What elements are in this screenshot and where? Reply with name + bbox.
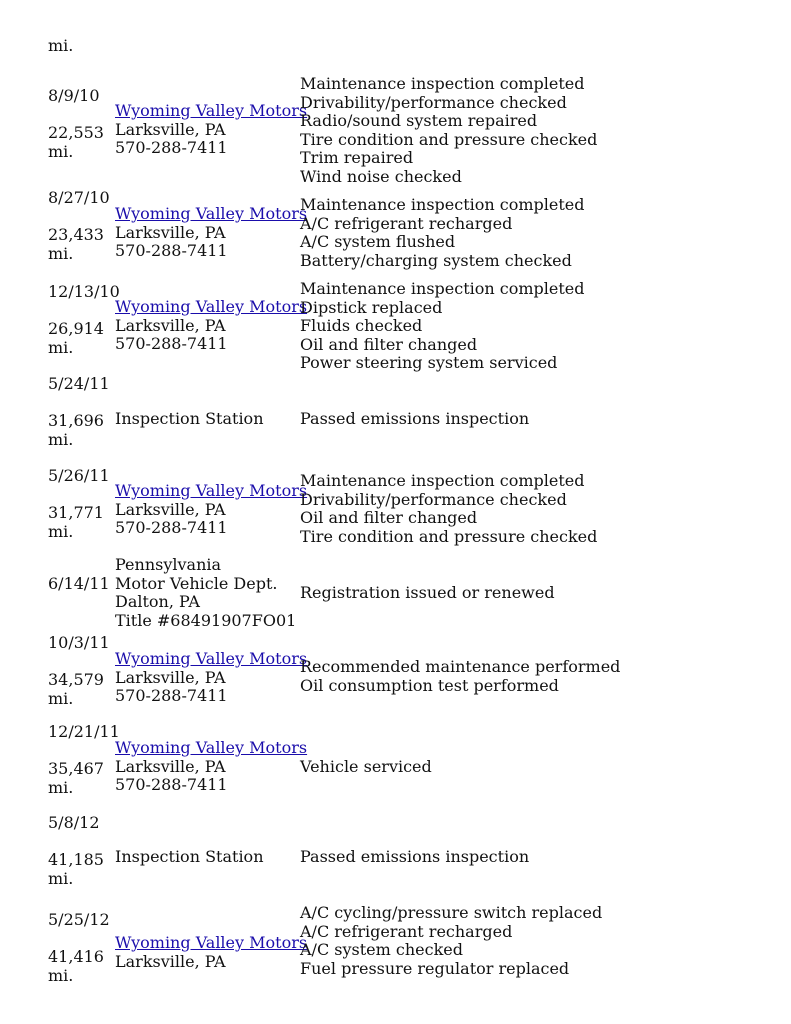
- details-cell: [300, 280, 760, 373]
- source-cell: [115, 204, 308, 261]
- source-cell: [115, 738, 308, 795]
- source-cell: [115, 481, 308, 538]
- source-location: Larksville, PA: [115, 315, 226, 335]
- date-mileage-cell: [48, 467, 110, 541]
- record-date: 5/24/11: [48, 374, 110, 393]
- service-center-link[interactable]: Wyoming Valley Motors: [115, 933, 308, 952]
- detail-item: Fluids checked: [300, 316, 423, 335]
- detail-item: Wind noise checked: [300, 166, 462, 186]
- detail-item: Maintenance inspection completed: [300, 195, 585, 214]
- source-location: Larksville, PA: [115, 756, 226, 776]
- source-phone: 570-288-7411: [115, 686, 228, 705]
- detail-item: Tire condition and pressure checked: [300, 129, 598, 149]
- source-location: Larksville, PA: [115, 951, 226, 971]
- record-date: 5/26/11: [48, 466, 110, 485]
- source-location: Larksville, PA: [115, 499, 226, 519]
- detail-item: Vehicle serviced: [300, 757, 432, 776]
- record-date: 10/3/11: [48, 633, 110, 652]
- service-center-link[interactable]: Wyoming Valley Motors: [115, 101, 308, 120]
- record-mileage: 31,771: [48, 503, 104, 522]
- source-phone: 570-288-7411: [115, 334, 228, 353]
- source-phone: 570-288-7411: [115, 518, 228, 537]
- details-cell: [300, 75, 760, 186]
- title-number: Title #68491907FO01: [115, 610, 297, 630]
- record-mileage-unit: mi.: [48, 141, 74, 161]
- detail-item: Maintenance inspection completed: [300, 279, 585, 298]
- date-mileage-cell: [48, 722, 120, 797]
- vehicle-history-page: [48, 0, 768, 1024]
- source-location: Larksville, PA: [115, 222, 226, 242]
- date-mileage-cell: [48, 282, 120, 357]
- details-cell: [300, 584, 760, 603]
- record-mileage-unit: mi.: [48, 688, 74, 708]
- detail-item: A/C system checked: [300, 940, 463, 959]
- agency-department: Motor Vehicle Dept.: [115, 573, 278, 593]
- source-cell: [115, 101, 308, 158]
- record-mileage-unit: mi.: [48, 965, 74, 985]
- detail-item: A/C refrigerant recharged: [300, 921, 513, 941]
- detail-item: Oil and filter changed: [300, 334, 478, 354]
- date-mileage-cell: [48, 575, 110, 594]
- date-mileage-cell: [48, 189, 110, 263]
- date-mileage-cell: [48, 911, 110, 985]
- detail-item: Passed emissions inspection: [300, 409, 530, 428]
- record-mileage: 26,914: [48, 319, 104, 338]
- detail-item: A/C system flushed: [300, 232, 456, 251]
- record-mileage-unit: mi.: [48, 868, 74, 888]
- agency-location: Dalton, PA: [115, 592, 200, 611]
- details-cell: [300, 904, 760, 978]
- record-date: 6/14/11: [48, 574, 110, 593]
- source-location: Larksville, PA: [115, 667, 226, 687]
- source-phone: 570-288-7411: [115, 138, 228, 157]
- detail-item: Dipstick replaced: [300, 297, 443, 317]
- date-mileage-cell: [48, 634, 110, 708]
- record-date: 5/8/12: [48, 813, 100, 832]
- detail-item: Oil and filter changed: [300, 508, 478, 527]
- detail-item: Recommended maintenance performed: [300, 657, 621, 676]
- service-center-link[interactable]: Wyoming Valley Motors: [115, 649, 308, 668]
- record-mileage: 31,696: [48, 411, 104, 430]
- record-mileage: 22,553: [48, 123, 104, 142]
- record-mileage-unit: mi.: [48, 429, 74, 449]
- record-date: 8/9/10: [48, 86, 100, 105]
- details-cell: [300, 472, 760, 546]
- record-mileage-unit: mi.: [48, 337, 74, 357]
- record-mileage: 35,467: [48, 759, 104, 778]
- source-location: Larksville, PA: [115, 119, 226, 139]
- date-mileage-cell: [48, 814, 110, 888]
- detail-item: A/C refrigerant recharged: [300, 213, 513, 233]
- record-mileage: 41,185: [48, 850, 104, 869]
- detail-item: Trim repaired: [300, 148, 414, 167]
- service-center-link[interactable]: Wyoming Valley Motors: [115, 204, 308, 223]
- details-cell: [300, 658, 760, 695]
- record-date: 12/13/10: [48, 282, 120, 301]
- detail-item: A/C cycling/pressure switch replaced: [300, 903, 603, 922]
- detail-item: Maintenance inspection completed: [300, 74, 585, 93]
- agency-name: Pennsylvania: [115, 555, 222, 574]
- record-date: 8/27/10: [48, 188, 110, 207]
- mileage-unit: mi.: [48, 36, 74, 55]
- detail-item: Fuel pressure regulator replaced: [300, 958, 570, 978]
- record-mileage-unit: mi.: [48, 243, 74, 263]
- detail-item: Battery/charging system checked: [300, 250, 572, 270]
- record-mileage: 23,433: [48, 225, 104, 244]
- source-cell: [115, 410, 300, 429]
- inspection-station-label: Inspection Station: [115, 409, 264, 428]
- detail-item: Drivability/performance checked: [300, 489, 567, 509]
- service-center-link[interactable]: Wyoming Valley Motors: [115, 481, 308, 500]
- detail-item: Radio/sound system repaired: [300, 111, 538, 130]
- source-cell: [115, 649, 308, 706]
- source-cell: [115, 933, 308, 971]
- details-cell: [300, 196, 760, 270]
- details-cell: [300, 758, 760, 777]
- source-phone: 570-288-7411: [115, 775, 228, 794]
- details-cell: [300, 410, 760, 429]
- detail-item: Tire condition and pressure checked: [300, 526, 598, 546]
- record-date: 12/21/11: [48, 722, 120, 741]
- service-center-link[interactable]: Wyoming Valley Motors: [115, 738, 308, 757]
- source-cell: [115, 556, 300, 630]
- detail-item: Passed emissions inspection: [300, 847, 530, 866]
- source-cell: [115, 848, 300, 867]
- date-mileage-cell: [48, 87, 110, 161]
- record-mileage-unit: mi.: [48, 777, 74, 797]
- source-phone: 570-288-7411: [115, 241, 228, 260]
- record-mileage-unit: mi.: [48, 521, 74, 541]
- record-mileage: 34,579: [48, 670, 104, 689]
- detail-item: Power steering system serviced: [300, 353, 558, 372]
- record-date: 5/25/12: [48, 910, 110, 929]
- detail-item: Registration issued or renewed: [300, 583, 555, 602]
- detail-item: Oil consumption test performed: [300, 675, 559, 695]
- detail-item: Drivability/performance checked: [300, 92, 567, 112]
- source-cell: [115, 297, 308, 354]
- record-mileage: 41,416: [48, 947, 104, 966]
- inspection-station-label: Inspection Station: [115, 847, 264, 866]
- detail-item: Maintenance inspection completed: [300, 471, 585, 490]
- service-center-link[interactable]: Wyoming Valley Motors: [115, 297, 308, 316]
- date-mileage-cell: [48, 375, 110, 449]
- details-cell: [300, 848, 760, 867]
